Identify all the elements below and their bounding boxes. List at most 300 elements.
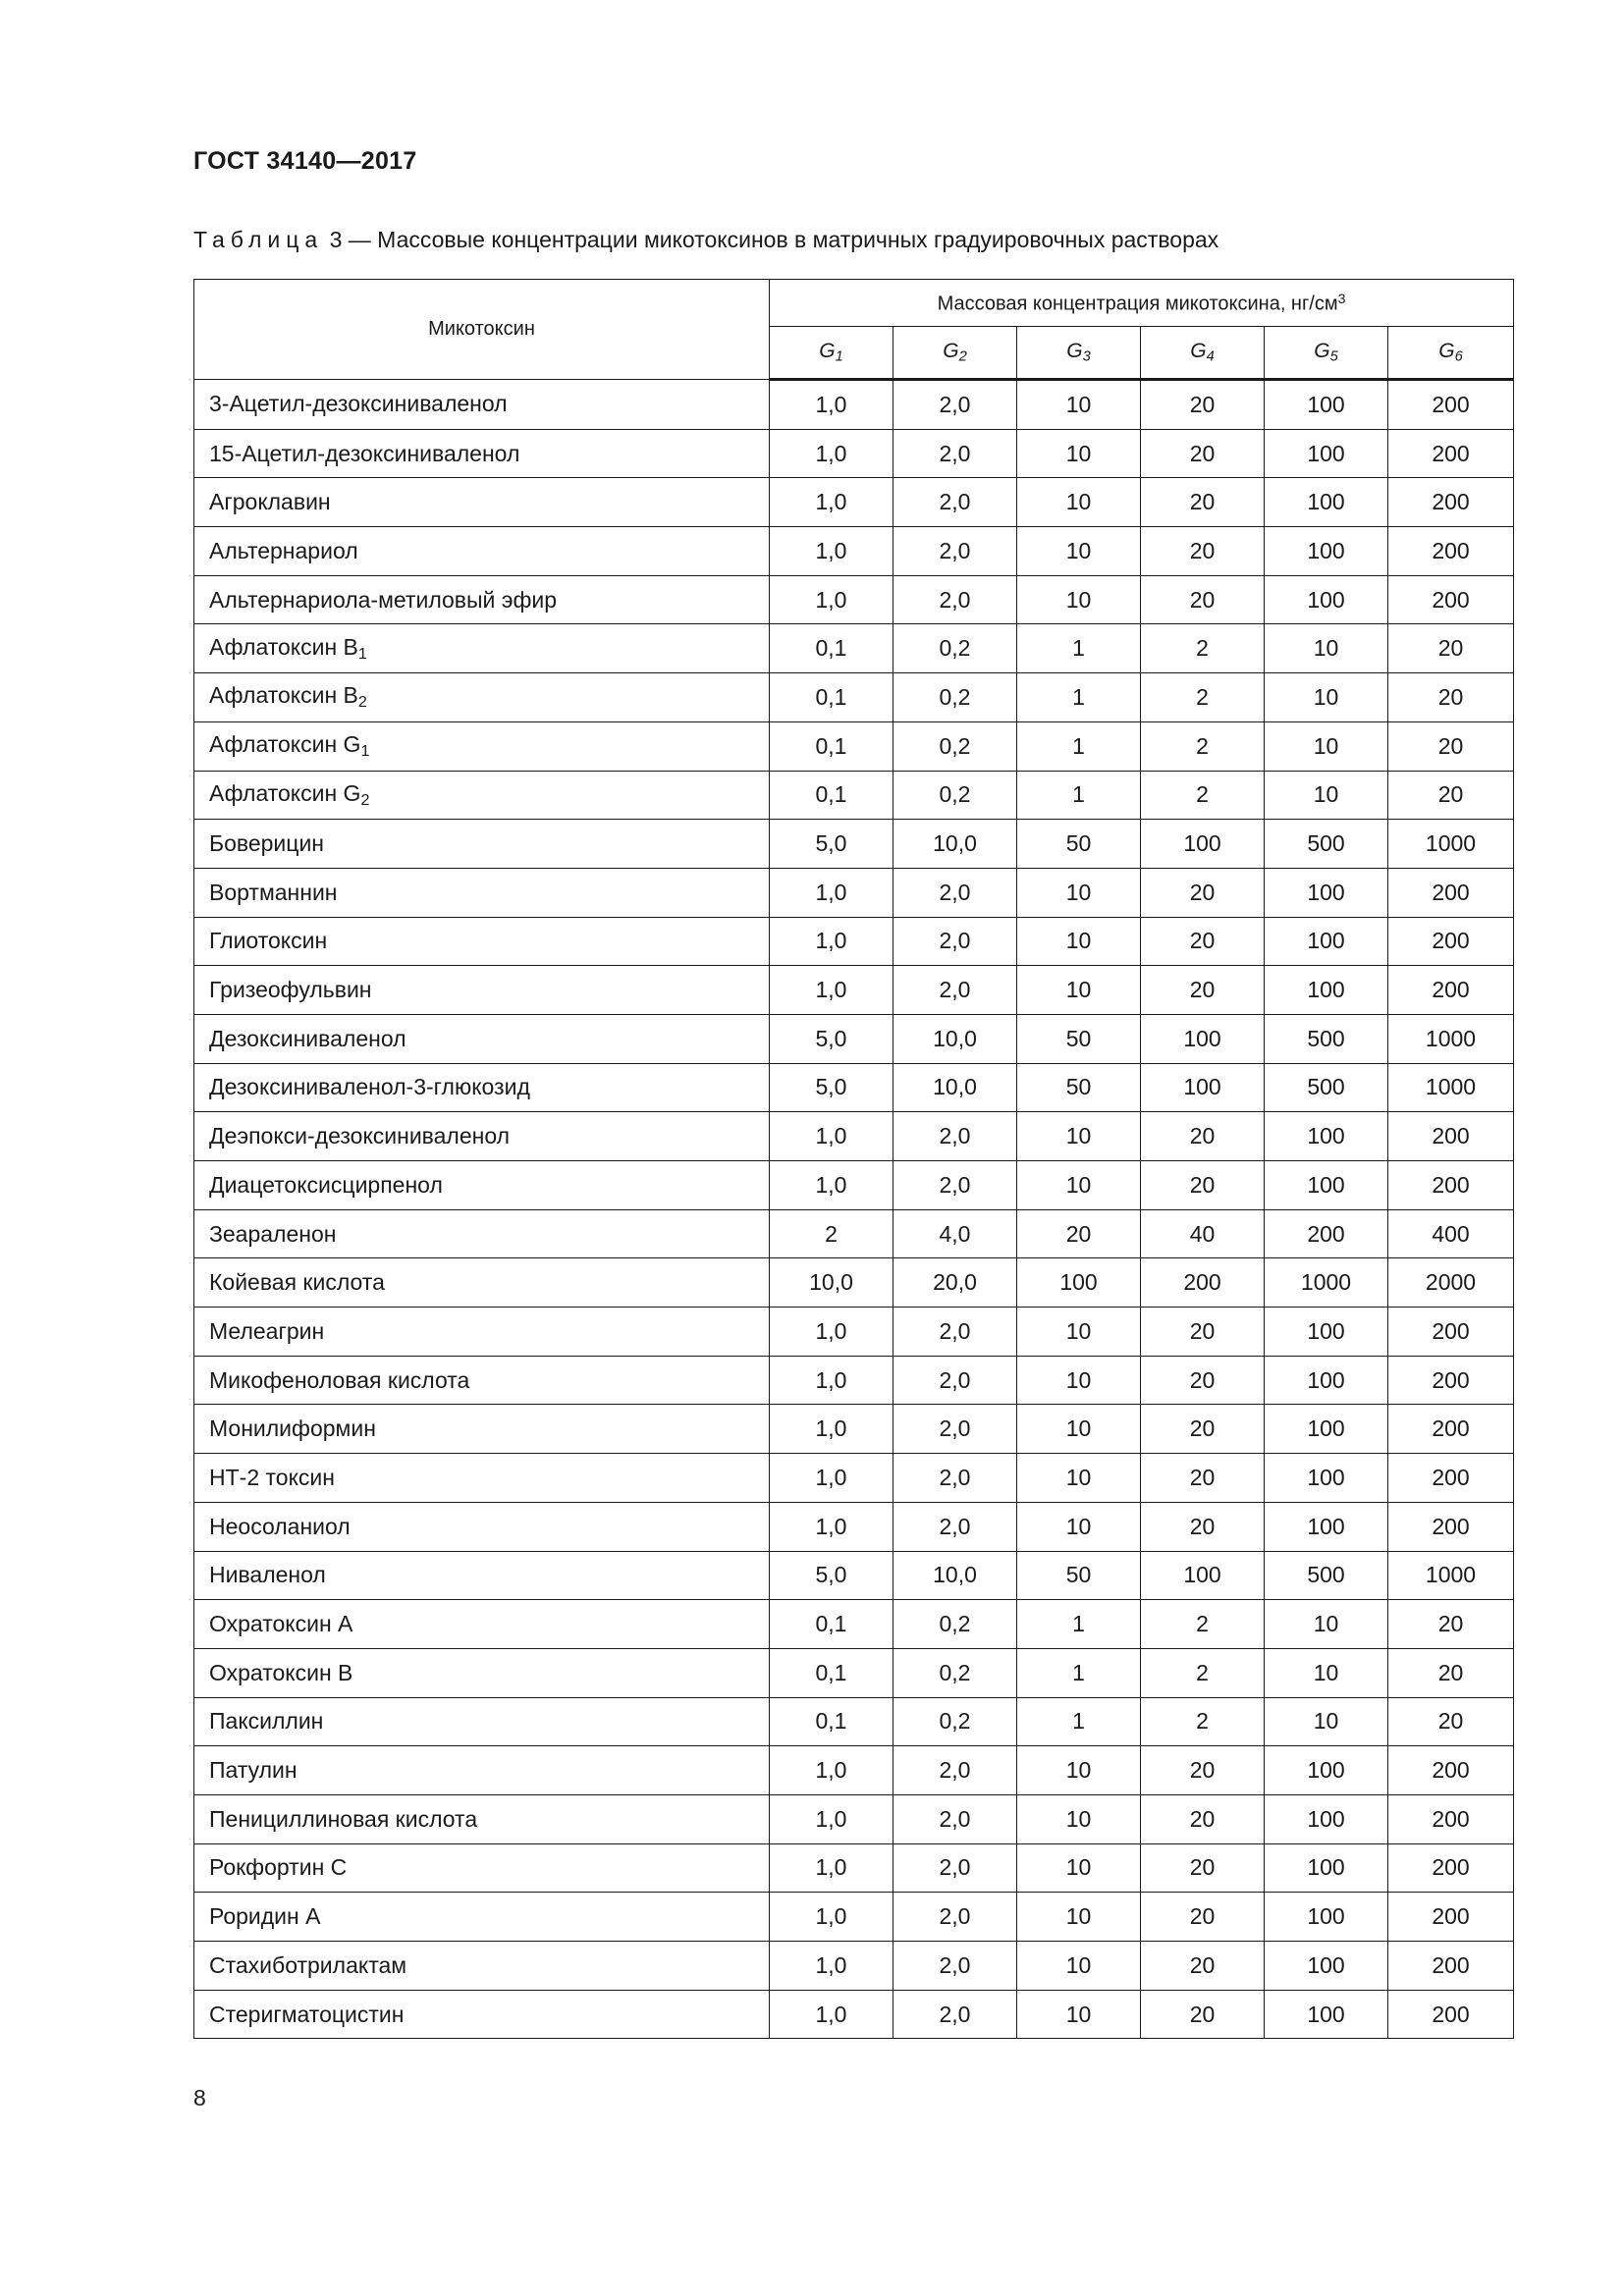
concentration-value-g4: 2 [1141,624,1265,673]
table-row [194,1843,1514,1893]
concentration-value-g5: 100 [1265,1308,1388,1357]
mycotoxin-name: Диацетоксисцирпенол [209,1171,443,1198]
mycotoxin-name-cell [194,1209,770,1258]
concentration-value-g2: 0,2 [893,721,1017,771]
mycotoxin-name: Стахиботрилактам [209,1951,407,1978]
concentration-value-g2: 2,0 [893,1112,1017,1161]
sub-col-index: 1 [835,348,843,365]
concentration-value-g3: 50 [1017,1551,1141,1600]
table-row [194,1308,1514,1357]
mycotoxin-name: Микофеноловая кислота [209,1366,470,1393]
table-row [194,1356,1514,1405]
table-row [194,380,1514,430]
concentration-value-g3: 10 [1017,478,1141,527]
table-row [194,1746,1514,1795]
header-mycotoxin: Микотоксин [194,280,770,380]
concentration-value-g5: 100 [1265,429,1388,478]
concentration-value-g5: 10 [1265,721,1388,771]
table-row [194,624,1514,673]
table-row [194,1551,1514,1600]
concentration-value-g2: 0,2 [893,624,1017,673]
concentration-value-g2: 2,0 [893,1502,1017,1551]
concentration-value-g1: 0,1 [770,624,893,673]
mycotoxin-name: Мелеагрин [209,1317,325,1344]
table-row [194,1648,1514,1697]
concentration-value-g1: 1,0 [770,917,893,966]
table-caption-label: Таблица [193,227,324,252]
concentration-value-g3: 10 [1017,575,1141,624]
concentration-value-g6: 20 [1388,1648,1514,1697]
mycotoxin-name: Альтернариола-метиловый эфир [209,586,558,613]
concentration-value-g6: 200 [1388,1942,1514,1991]
header-concentration [770,280,1514,327]
concentration-value-g6: 400 [1388,1209,1514,1258]
concentration-value-g2: 2,0 [893,575,1017,624]
table-row [194,1161,1514,1210]
concentration-value-g3: 50 [1017,1063,1141,1112]
mycotoxin-name: Афлатоксин B [209,633,358,660]
mycotoxin-name-cell [194,380,770,430]
concentration-value-g3: 10 [1017,429,1141,478]
table-row [194,1697,1514,1746]
concentration-value-g5: 100 [1265,380,1388,430]
table-row [194,1405,1514,1454]
mycotoxin-name-subscript: 1 [357,644,367,663]
mycotoxin-name-cell [194,1843,770,1893]
concentration-value-g2: 2,0 [893,1893,1017,1942]
mycotoxin-name-cell [194,1648,770,1697]
concentration-value-g5: 100 [1265,575,1388,624]
concentration-value-g6: 200 [1388,478,1514,527]
concentration-value-g1: 2 [770,1209,893,1258]
concentration-value-g4: 200 [1141,1258,1265,1308]
table-row [194,1600,1514,1649]
table-row [194,721,1514,771]
concentration-value-g6: 20 [1388,721,1514,771]
mycotoxin-name: Роридин А [209,1903,321,1930]
concentration-value-g3: 1 [1017,1648,1141,1697]
concentration-value-g2: 0,2 [893,1697,1017,1746]
concentration-value-g1: 5,0 [770,1063,893,1112]
mycotoxin-name: Дезоксиниваленол-3-глюкозид [209,1074,530,1100]
mycotoxin-name-cell [194,1551,770,1600]
concentration-value-g2: 2,0 [893,1942,1017,1991]
table-head [194,280,1514,380]
concentration-value-g5: 10 [1265,1648,1388,1697]
sub-col-letter: G [1314,340,1330,363]
concentration-value-g2: 2,0 [893,917,1017,966]
sub-col-letter: G [819,340,836,363]
mycotoxin-name-cell [194,1600,770,1649]
header-sub-col [1017,327,1141,380]
concentration-value-g1: 1,0 [770,380,893,430]
mycotoxin-name: Боверицин [209,830,324,857]
mycotoxin-name-cell [194,1356,770,1405]
mycotoxin-name: Рокфортин С [209,1854,348,1881]
concentration-value-g3: 10 [1017,1502,1141,1551]
concentration-value-g1: 1,0 [770,1990,893,2039]
mycotoxin-name: Дезоксиниваленол [209,1025,406,1051]
mycotoxin-name-cell [194,429,770,478]
concentration-value-g1: 0,1 [770,1600,893,1649]
sub-col-index: 6 [1454,348,1463,365]
table-row [194,1209,1514,1258]
concentration-value-g6: 1000 [1388,1014,1514,1063]
mycotoxin-name-cell [194,1258,770,1308]
concentration-value-g6: 20 [1388,624,1514,673]
concentration-value-g2: 10,0 [893,1063,1017,1112]
concentration-value-g6: 200 [1388,380,1514,430]
concentration-value-g1: 1,0 [770,1893,893,1942]
header-sub-col [1265,327,1388,380]
concentration-value-g5: 100 [1265,478,1388,527]
concentration-value-g5: 100 [1265,1794,1388,1843]
concentration-value-g5: 500 [1265,1014,1388,1063]
mycotoxin-name: Вортманнин [209,879,338,905]
mycotoxin-name-cell [194,966,770,1015]
concentration-value-g1: 1,0 [770,1746,893,1795]
mycotoxin-name: Афлатоксин G [209,779,361,806]
concentration-value-g4: 20 [1141,429,1265,478]
table-row [194,673,1514,722]
mycotoxin-name-cell [194,1697,770,1746]
concentration-value-g4: 20 [1141,868,1265,917]
mycotoxin-name: 15-Ацетил-дезоксиниваленол [209,440,520,466]
mycotoxin-name: Пенициллиновая кислота [209,1805,478,1832]
mycotoxin-name-cell [194,1746,770,1795]
concentration-value-g6: 200 [1388,1356,1514,1405]
mycotoxin-name-cell [194,575,770,624]
concentration-value-g3: 1 [1017,624,1141,673]
concentration-value-g3: 10 [1017,966,1141,1015]
concentration-value-g2: 0,2 [893,771,1017,820]
concentration-value-g3: 1 [1017,721,1141,771]
concentration-value-g1: 10,0 [770,1258,893,1308]
concentration-value-g4: 20 [1141,917,1265,966]
concentration-value-g2: 2,0 [893,1843,1017,1893]
concentration-value-g6: 200 [1388,527,1514,576]
mycotoxin-name-cell [194,1014,770,1063]
table-row [194,1893,1514,1942]
concentration-value-g5: 500 [1265,1551,1388,1600]
concentration-value-g1: 1,0 [770,966,893,1015]
concentration-value-g5: 100 [1265,527,1388,576]
table-row [194,868,1514,917]
table-row [194,1063,1514,1112]
mycotoxin-name-cell [194,527,770,576]
concentration-value-g5: 100 [1265,1893,1388,1942]
concentration-value-g5: 100 [1265,1502,1388,1551]
concentration-value-g5: 200 [1265,1209,1388,1258]
concentration-value-g3: 100 [1017,1258,1141,1308]
concentration-value-g4: 100 [1141,1014,1265,1063]
concentration-value-g3: 10 [1017,868,1141,917]
concentration-value-g3: 10 [1017,1454,1141,1503]
concentration-value-g5: 100 [1265,1405,1388,1454]
mycotoxin-name-cell [194,1405,770,1454]
table-row [194,820,1514,869]
concentration-value-g3: 10 [1017,1843,1141,1893]
concentration-value-g2: 4,0 [893,1209,1017,1258]
mycotoxin-name: Зеараленон [209,1220,337,1247]
mycotoxin-name-cell [194,1308,770,1357]
concentration-value-g2: 10,0 [893,1551,1017,1600]
concentration-value-g4: 20 [1141,1308,1265,1357]
concentration-value-g6: 1000 [1388,1551,1514,1600]
concentration-value-g5: 1000 [1265,1258,1388,1308]
table-row [194,1014,1514,1063]
concentration-value-g3: 10 [1017,1893,1141,1942]
concentration-value-g3: 1 [1017,673,1141,722]
mycotoxin-name-cell [194,721,770,771]
concentration-value-g1: 1,0 [770,1161,893,1210]
table-row [194,1794,1514,1843]
concentration-value-g2: 0,2 [893,1600,1017,1649]
mycotoxin-name-cell [194,1161,770,1210]
mycotoxin-name-cell [194,1502,770,1551]
mycotoxin-name: Стеригматоцистин [209,2001,405,2027]
concentration-value-g4: 2 [1141,673,1265,722]
concentration-value-g5: 500 [1265,820,1388,869]
concentration-value-g5: 100 [1265,1454,1388,1503]
concentration-value-g6: 200 [1388,1112,1514,1161]
concentration-value-g3: 10 [1017,917,1141,966]
concentration-value-g5: 100 [1265,1161,1388,1210]
header-row-primary [194,280,1514,327]
mycotoxin-name-cell [194,868,770,917]
concentration-value-g2: 2,0 [893,1161,1017,1210]
header-sub-col [770,327,893,380]
mycotoxin-name-cell [194,1794,770,1843]
mycotoxin-name-cell [194,917,770,966]
concentration-value-g4: 20 [1141,1843,1265,1893]
concentration-value-g5: 10 [1265,673,1388,722]
concentration-value-g1: 1,0 [770,478,893,527]
mycotoxin-name: НТ-2 токсин [209,1464,335,1490]
table-row [194,527,1514,576]
concentration-value-g2: 10,0 [893,820,1017,869]
concentration-value-g4: 40 [1141,1209,1265,1258]
table-row [194,1112,1514,1161]
table-row [194,575,1514,624]
mycotoxin-name-cell [194,1893,770,1942]
header-sub-col [1141,327,1265,380]
mycotoxin-name: Паксиллин [209,1708,324,1735]
concentration-value-g1: 0,1 [770,1648,893,1697]
mycotoxin-name-cell [194,478,770,527]
table-row [194,966,1514,1015]
concentration-value-g4: 100 [1141,820,1265,869]
table-caption [193,227,1218,253]
table-caption-number: 3 [329,227,343,252]
concentration-value-g5: 10 [1265,624,1388,673]
concentration-value-g3: 10 [1017,1112,1141,1161]
mycotoxin-name: Агроклавин [209,489,331,515]
concentration-value-g1: 1,0 [770,868,893,917]
mycotoxin-name-cell [194,1454,770,1503]
mycotoxin-name: Афлатоксин B [209,682,358,709]
concentration-value-g4: 100 [1141,1551,1265,1600]
concentration-value-g2: 10,0 [893,1014,1017,1063]
concentration-value-g5: 100 [1265,1356,1388,1405]
concentration-value-g6: 1000 [1388,1063,1514,1112]
concentration-value-g6: 200 [1388,1454,1514,1503]
sub-col-letter: G [1438,340,1455,363]
concentration-value-g4: 20 [1141,575,1265,624]
concentration-value-g6: 200 [1388,1746,1514,1795]
concentration-value-g3: 50 [1017,820,1141,869]
concentration-value-g2: 2,0 [893,1405,1017,1454]
mycotoxin-name-subscript: 2 [357,693,367,712]
concentration-value-g1: 1,0 [770,429,893,478]
concentration-value-g5: 100 [1265,917,1388,966]
concentration-value-g6: 200 [1388,1794,1514,1843]
mycotoxin-name: Охратоксин В [209,1659,353,1685]
mycotoxin-name: Охратоксин А [209,1611,353,1637]
concentration-value-g4: 2 [1141,721,1265,771]
concentration-value-g2: 2,0 [893,1746,1017,1795]
mycotoxin-name-cell [194,820,770,869]
concentration-value-g5: 10 [1265,771,1388,820]
mycotoxin-name-cell [194,1990,770,2039]
concentration-value-g6: 200 [1388,1843,1514,1893]
table-row [194,917,1514,966]
sub-col-index: 2 [958,348,967,365]
concentration-value-g5: 100 [1265,1843,1388,1893]
concentration-value-g4: 20 [1141,1112,1265,1161]
concentration-value-g3: 10 [1017,1794,1141,1843]
mycotoxin-name: 3-Ацетил-дезоксиниваленол [209,391,508,417]
table-caption-text: — Массовые концентрации микотоксинов в матричных градуировочных растворах [342,227,1219,252]
concentration-value-g3: 10 [1017,1746,1141,1795]
sub-col-index: 4 [1206,348,1215,365]
mycotoxin-name: Ниваленол [209,1562,326,1588]
concentration-value-g1: 1,0 [770,1794,893,1843]
concentration-value-g3: 10 [1017,1308,1141,1357]
concentration-value-g2: 0,2 [893,1648,1017,1697]
concentration-value-g6: 200 [1388,575,1514,624]
concentration-value-g3: 50 [1017,1014,1141,1063]
concentration-value-g1: 0,1 [770,721,893,771]
concentration-value-g4: 20 [1141,1893,1265,1942]
mycotoxin-name: Деэпокси-дезоксиниваленол [209,1123,511,1149]
document-code: ГОСТ 34140—2017 [193,147,417,175]
table-body [194,380,1514,2039]
header-concentration-text: Массовая концентрация микотоксина, нг/см [937,293,1338,315]
concentration-value-g2: 2,0 [893,1356,1017,1405]
concentration-value-g1: 0,1 [770,1697,893,1746]
concentration-value-g4: 2 [1141,1600,1265,1649]
concentration-value-g1: 1,0 [770,527,893,576]
concentration-value-g1: 1,0 [770,1843,893,1893]
concentration-value-g6: 200 [1388,1502,1514,1551]
concentration-value-g4: 20 [1141,478,1265,527]
concentration-value-g4: 20 [1141,966,1265,1015]
mycotoxin-name: Неосоланиол [209,1513,351,1539]
concentration-value-g3: 10 [1017,1161,1141,1210]
concentration-value-g1: 1,0 [770,1502,893,1551]
mycotoxin-name: Афлатоксин G [209,731,361,758]
concentration-value-g2: 0,2 [893,673,1017,722]
concentration-value-g6: 20 [1388,673,1514,722]
table-row [194,1942,1514,1991]
concentration-value-g4: 100 [1141,1063,1265,1112]
concentration-value-g2: 2,0 [893,478,1017,527]
mycotoxin-name: Койевая кислота [209,1269,385,1296]
page-number: 8 [193,2085,206,2110]
mycotoxin-name: Глиотоксин [209,928,328,954]
concentration-value-g6: 200 [1388,1405,1514,1454]
sub-col-letter: G [1066,340,1083,363]
concentration-value-g1: 1,0 [770,1405,893,1454]
concentration-value-g2: 2,0 [893,1454,1017,1503]
mycotoxin-name: Гризеофульвин [209,977,372,1003]
concentration-value-g1: 0,1 [770,673,893,722]
concentration-value-g6: 200 [1388,868,1514,917]
concentration-value-g5: 500 [1265,1063,1388,1112]
concentration-value-g1: 1,0 [770,1308,893,1357]
concentration-value-g5: 10 [1265,1697,1388,1746]
concentration-value-g4: 20 [1141,1454,1265,1503]
header-sub-col [1388,327,1514,380]
concentration-value-g6: 200 [1388,1308,1514,1357]
concentration-value-g1: 5,0 [770,820,893,869]
concentration-value-g5: 100 [1265,1942,1388,1991]
concentration-value-g2: 2,0 [893,966,1017,1015]
concentration-value-g1: 5,0 [770,1014,893,1063]
mycotoxin-name-subscript: 2 [360,790,370,809]
table-row [194,429,1514,478]
mycotoxin-name-cell [194,1063,770,1112]
concentration-value-g2: 2,0 [893,429,1017,478]
concentration-value-g6: 20 [1388,771,1514,820]
concentration-value-g2: 2,0 [893,1308,1017,1357]
concentration-value-g6: 200 [1388,966,1514,1015]
header-sub-col [893,327,1017,380]
concentration-value-g6: 20 [1388,1600,1514,1649]
table-row [194,771,1514,820]
concentration-value-g3: 10 [1017,527,1141,576]
sub-col-letter: G [1190,340,1207,363]
concentration-value-g5: 100 [1265,1112,1388,1161]
concentration-value-g2: 20,0 [893,1258,1017,1308]
concentration-value-g1: 1,0 [770,1942,893,1991]
concentration-value-g6: 20 [1388,1697,1514,1746]
concentration-value-g6: 2000 [1388,1258,1514,1308]
concentration-value-g1: 0,1 [770,771,893,820]
table-row [194,1454,1514,1503]
concentration-value-g1: 1,0 [770,575,893,624]
mycotoxin-name-cell [194,771,770,820]
concentration-value-g1: 1,0 [770,1454,893,1503]
mycotoxin-name: Патулин [209,1757,298,1784]
sub-col-letter: G [943,340,959,363]
concentration-value-g4: 20 [1141,380,1265,430]
mycotoxin-name-cell [194,1942,770,1991]
concentration-value-g3: 1 [1017,1600,1141,1649]
concentration-value-g5: 100 [1265,966,1388,1015]
concentration-value-g4: 20 [1141,1161,1265,1210]
concentration-value-g2: 2,0 [893,380,1017,430]
mycotoxin-concentration-table [193,279,1514,2039]
mycotoxin-name-cell [194,1112,770,1161]
table-row [194,1258,1514,1308]
sub-col-index: 5 [1329,348,1338,365]
concentration-value-g2: 2,0 [893,527,1017,576]
concentration-value-g3: 1 [1017,1697,1141,1746]
table-row [194,1502,1514,1551]
concentration-value-g4: 20 [1141,1405,1265,1454]
